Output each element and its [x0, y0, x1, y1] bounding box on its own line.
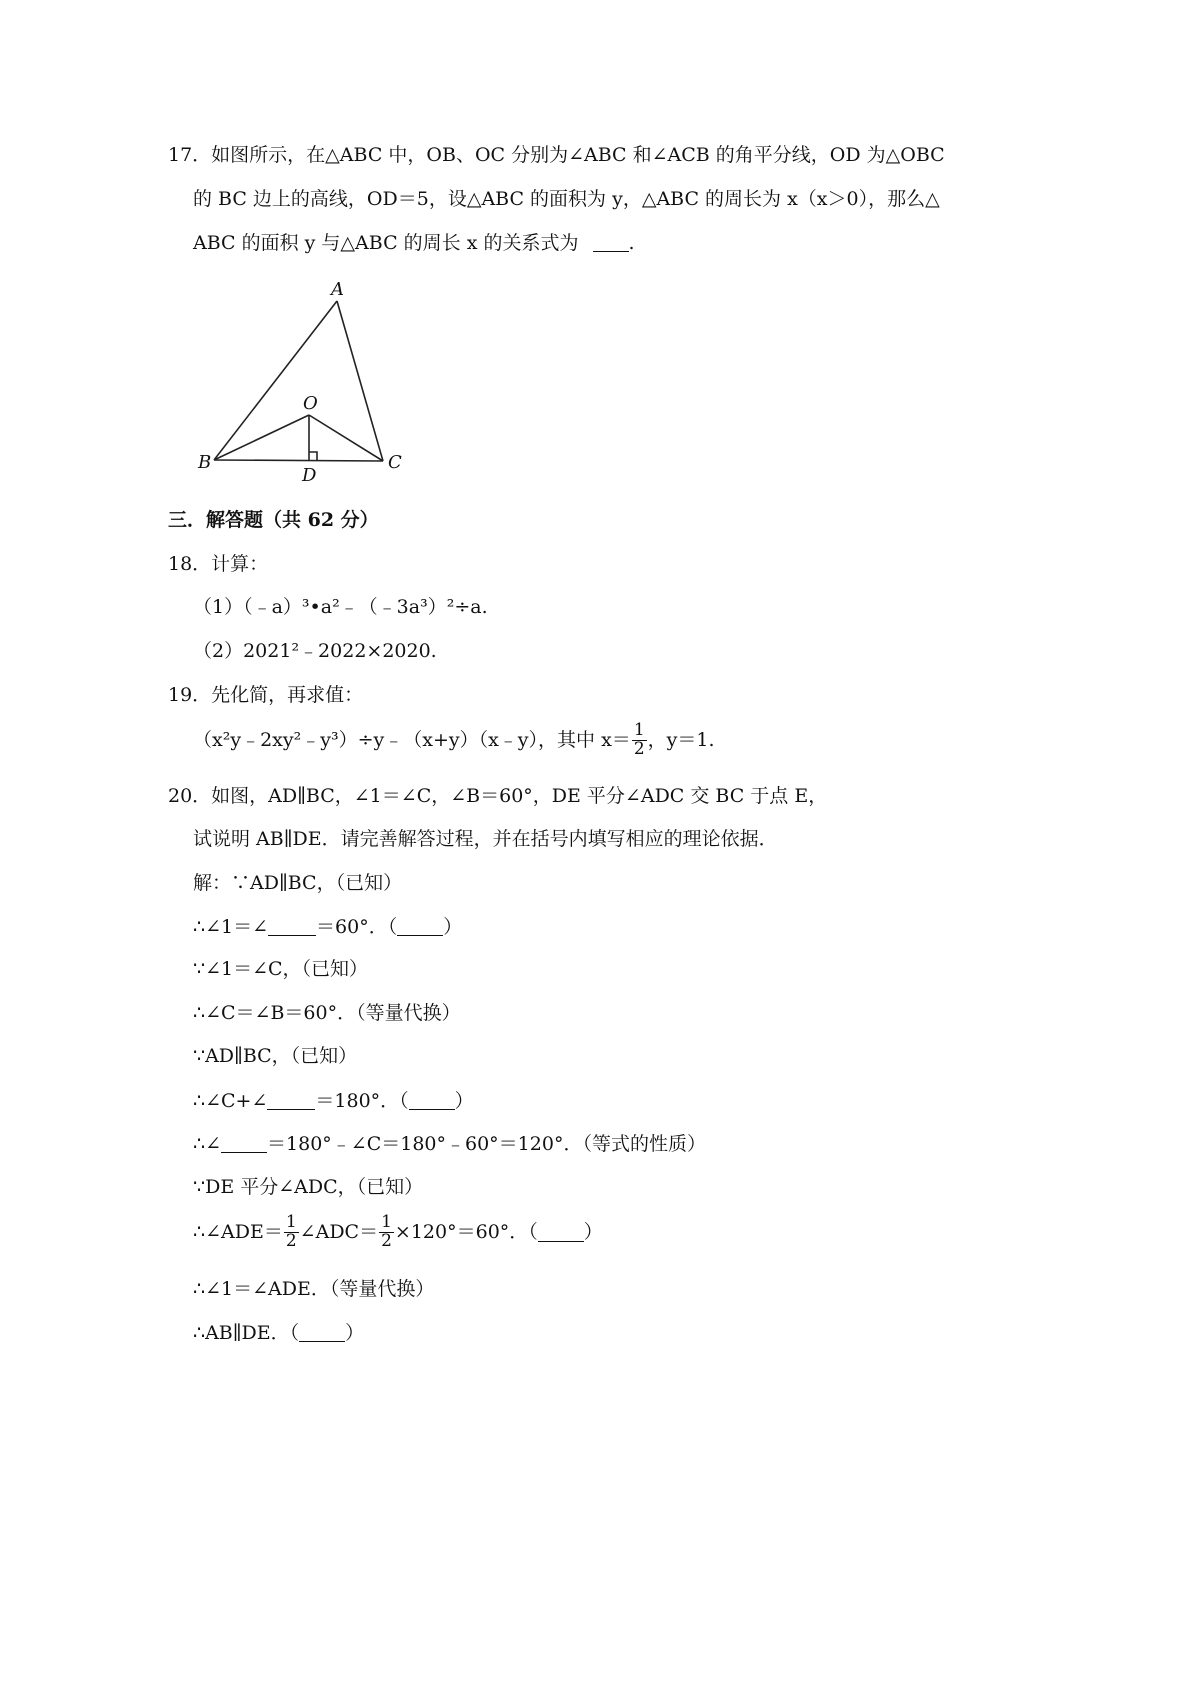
q20-step2-a: ∴∠1＝∠	[193, 916, 269, 938]
q20-step7-b: ＝180°﹣∠C＝180°﹣60°＝120°．（等式的性质）	[267, 1133, 706, 1155]
q17-line3-end: .	[628, 232, 635, 254]
q20-step10: ∴∠1＝∠ADE．（等量代换）	[193, 1278, 435, 1300]
q20-step11	[193, 1323, 364, 1343]
label-c: C	[388, 452, 402, 473]
q19-expression	[193, 722, 715, 759]
q18-part1: （1）（﹣a）³•a²﹣（﹣3a³）²÷a.	[193, 596, 488, 618]
q18-part2: （2）2021²﹣2022×2020.	[193, 640, 437, 662]
q19-fraction	[632, 722, 647, 759]
q17-line3	[193, 233, 635, 253]
label-a: A	[331, 279, 344, 300]
q20-blank-reason-3[interactable]	[538, 1223, 584, 1242]
q20-step8: ∵DE 平分∠ADC，（已知）	[193, 1176, 424, 1198]
q20-step9-fraction-1	[284, 1214, 299, 1251]
q20-step6-b: ＝180°．（	[315, 1090, 409, 1112]
q20-step9-d: ）	[583, 1220, 603, 1243]
q19-expr-text: （x²y﹣2xy²﹣y³）÷y﹣（x+y）（x﹣y），其中 x＝	[193, 728, 631, 751]
q17-answer-blank[interactable]	[593, 233, 629, 252]
q20-line2: 试说明 AB∥DE．请完善解答过程，并在括号内填写相应的理论依据．	[193, 828, 778, 850]
q20-step6-c: ）	[454, 1090, 474, 1112]
q17-line1: 17．如图所示，在△ABC 中，OB、OC 分别为∠ABC 和∠ACB 的角平分线，OD 为△OBC	[168, 144, 945, 166]
q19-frac-num: 1	[633, 720, 645, 740]
q20-step11-a: ∴AB∥DE．（	[193, 1322, 300, 1344]
q20-blank-reason-1[interactable]	[397, 917, 443, 936]
q19-frac-den: 2	[633, 738, 645, 759]
right-angle-mark	[309, 452, 317, 461]
q20-blank-reason-2[interactable]	[409, 1091, 455, 1110]
q20-step4: ∴∠C＝∠B＝60°．（等量代换）	[193, 1002, 461, 1024]
q20-blank-reason-4[interactable]	[299, 1323, 345, 1342]
section3-heading: 三．解答题（共 62 分）	[168, 509, 379, 531]
q20-step9-fraction-2	[379, 1214, 394, 1251]
q20-step6	[193, 1091, 474, 1111]
q19-title: 19．先化简，再求值：	[168, 684, 364, 706]
label-d: D	[302, 465, 317, 485]
label-o: O	[303, 393, 318, 414]
q17-line2: 的 BC 边上的高线，OD＝5，设△ABC 的面积为 y，△ABC 的周长为 x（x＞0），那么△	[193, 188, 940, 210]
q20-blank-angle-3[interactable]	[221, 1134, 267, 1153]
q20-step2-c: ）	[443, 916, 463, 938]
label-b: B	[198, 452, 212, 473]
q20-step9-frac1-den: 2	[285, 1230, 297, 1251]
q20-step2-b: ＝60°．（	[316, 916, 398, 938]
q20-step9-frac2-den: 2	[381, 1230, 392, 1251]
q20-step5: ∵AD∥BC，（已知）	[193, 1045, 358, 1067]
q20-step6-a: ∴∠C+∠	[193, 1090, 268, 1112]
q20-step9	[193, 1214, 603, 1251]
q20-step3: ∵∠1＝∠C，（已知）	[193, 958, 369, 980]
q20-step9-frac1-num: 1	[285, 1212, 297, 1232]
side-ab	[214, 301, 337, 460]
q20-blank-angle-1[interactable]	[268, 917, 316, 936]
q20-step7-a: ∴∠	[193, 1133, 222, 1155]
q20-step7	[193, 1134, 706, 1154]
side-bc	[214, 460, 383, 461]
q20-step9-b: ∠ADC＝	[299, 1220, 379, 1243]
q20-blank-angle-2[interactable]	[267, 1091, 315, 1110]
bisector-ob	[214, 415, 309, 460]
q20-step1: 解：∵AD∥BC，（已知）	[193, 872, 403, 894]
q19-expr-end: ，y＝1.	[647, 728, 715, 751]
q20-step9-frac2-num: 1	[381, 1212, 392, 1232]
q17-line3-text: ABC 的面积 y 与△ABC 的周长 x 的关系式为	[193, 232, 579, 254]
triangle-figure	[190, 275, 420, 485]
q20-step9-c: ×120°＝60°．（	[394, 1220, 538, 1243]
q20-step11-b: ）	[345, 1322, 365, 1344]
q20-step9-a: ∴∠ADE＝	[193, 1220, 283, 1243]
q20-step2	[193, 917, 462, 937]
q18-title: 18．计算：	[168, 553, 269, 575]
q20-line1: 20．如图，AD∥BC，∠1＝∠C，∠B＝60°，DE 平分∠ADC 交 BC 于点 E，	[168, 785, 828, 807]
